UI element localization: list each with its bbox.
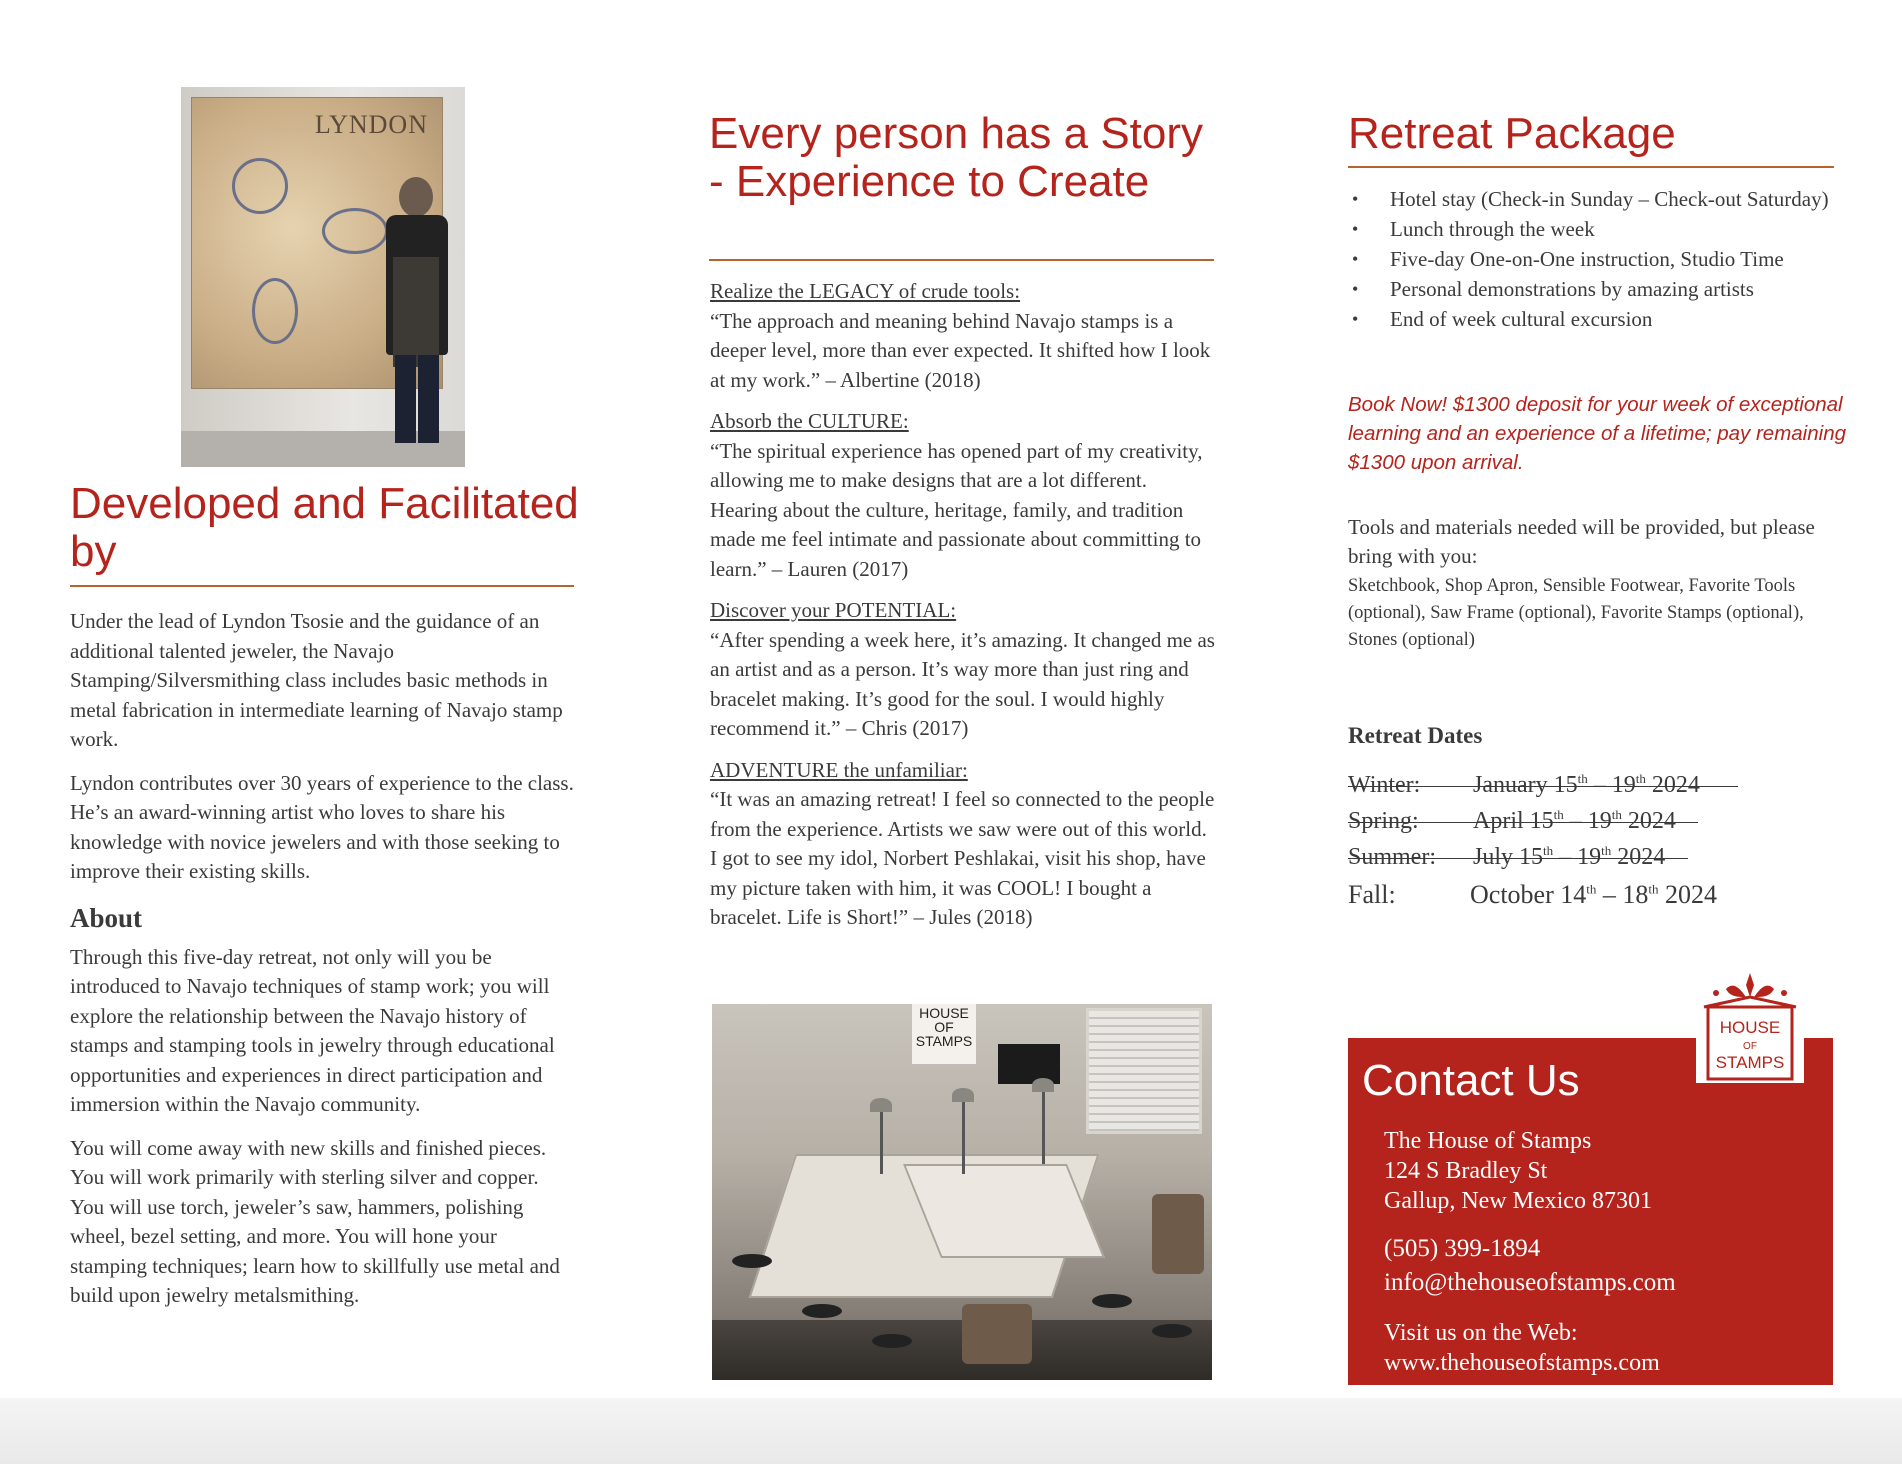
developed-heading: Developed and Facilitated by [70, 479, 579, 576]
tapestry-text: LYNDON [314, 110, 428, 139]
list-item: • Lunch through the week [1352, 217, 1595, 241]
testimonial-quote: “The approach and meaning behind Navajo stamps is a deeper level, more than ever expected. It shifted how I look at my work.” – Albertine (2018) [710, 308, 1211, 392]
testimonial-potential [710, 596, 1215, 744]
testimonial-title: Realize the LEGACY of crude tools: [710, 279, 1021, 303]
lamp [870, 1098, 892, 1112]
stool [872, 1334, 912, 1348]
studio-tv [998, 1044, 1060, 1084]
list-item: • Hotel stay (Check-in Sunday – Check-out Saturday) [1352, 187, 1829, 211]
lamp [952, 1088, 974, 1102]
intro-paragraph: Under the lead of Lyndon Tsosie and the guidance of an additional talented jeweler, the Navajo Stamping/Silversmithing class includes basic methods in metal fabrication in intermediate learning of Navajo stamp work. [70, 609, 563, 751]
tapestry-motif [322, 208, 388, 254]
person-figure [381, 177, 451, 447]
book-now-text: Book Now! $1300 deposit for your week of exceptional learning and an experience of a lifetime; pay remaining $1300 upon arrival. [1348, 393, 1846, 474]
logo-text-line: OF [1743, 1041, 1757, 1052]
bullet-icon: • [1352, 309, 1359, 329]
tapestry-motif [232, 158, 288, 214]
stool [1152, 1324, 1192, 1338]
retreat-package-heading: Retreat Package [1348, 109, 1676, 158]
about-heading: About [70, 902, 143, 933]
studio-window [1086, 1008, 1202, 1134]
house-of-stamps-logo [1696, 967, 1804, 1083]
stool [802, 1304, 842, 1318]
testimonial-quote: “The spiritual experience has opened part of my creativity, allowing me to make designs that are a lot different. Hearing about the culture, heritage, family, and tradition made me feel intimate and passionate about committing to learn.” – Lauren (2017) [710, 438, 1203, 581]
contact-street: 124 S Bradley St [1384, 1158, 1548, 1184]
testimonials [710, 277, 1215, 933]
testimonial-culture [710, 407, 1215, 584]
tools-intro: Tools and materials needed will be provided, but please bring with you: [1348, 515, 1815, 568]
contact-email: info@thehouseofstamps.com [1384, 1269, 1676, 1296]
contact-title: Contact Us [1362, 1056, 1580, 1105]
stool [732, 1254, 772, 1268]
tree-stump-seat [1152, 1194, 1204, 1274]
testimonial-quote: “It was an amazing retreat! I feel so connected to the people from the experience. Artists we saw were out of this world. I got to see my idol, Norbert Peshlakai, visit his shop, have my picture taken with him, it was COOL! I bought a bracelet. Life is Short!” – Jules (2018) [710, 787, 1215, 929]
experience-paragraph: Lyndon contributes over 30 years of experience to the class. He’s an award-winning artist who loves to share his knowledge with novice jewelers and with those seeking to improve their existing skills. [70, 770, 574, 883]
testimonial-adventure [710, 756, 1215, 933]
bullet-icon: • [1352, 219, 1359, 239]
testimonial-title: ADVENTURE the unfamiliar: [710, 757, 968, 782]
logo-graphic [1696, 967, 1804, 1083]
contact-box [1348, 1038, 1833, 1385]
list-item: • Five-day One-on-One instruction, Studio Time [1352, 247, 1784, 271]
portrait-photo [181, 87, 465, 467]
heading-rule [1348, 166, 1834, 168]
studio-sign [912, 1004, 976, 1064]
tools-list: Sketchbook, Shop Apron, Sensible Footwear, Favorite Tools (optional), Saw Frame (optional), Favorite Stamps (optional), Stones (optional) [1348, 576, 1804, 650]
logo-text-line: STAMPS [1715, 1053, 1785, 1072]
testimonial-legacy [710, 277, 1215, 395]
lamp [1032, 1078, 1054, 1092]
testimonial-title: Discover your POTENTIAL: [710, 598, 957, 622]
contact-city: Gallup, New Mexico 87301 [1384, 1188, 1652, 1214]
retreat-dates-heading: Retreat Dates [1348, 723, 1483, 748]
logo-text-line: HOUSE [1719, 1018, 1781, 1037]
heading-rule [70, 585, 574, 587]
story-heading: Every person has a Story - Experience to Create [709, 109, 1204, 206]
heading-rule [709, 259, 1214, 261]
contact-web-label: Visit us on the Web: [1384, 1320, 1578, 1346]
testimonial-title: Absorb the CULTURE: [710, 409, 909, 433]
col1-text [70, 607, 576, 1311]
lamp [1042, 1084, 1045, 1164]
testimonial-quote: “After spending a week here, it’s amazing. It changed me as an artist and as a person. It’s way more than just ring and bracelet making. It’s good for the soul. I would highly recommend it.” – Chris (2017) [710, 627, 1215, 740]
list-item: • End of week cultural excursion [1352, 307, 1653, 331]
viewer-bottom-band [0, 1398, 1902, 1464]
about-paragraph: Through this five-day retreat, not only will you be introduced to Navajo techniques of stamp work; you will explore the relationship between the Navajo history of stamps and stamping tools in jewelry through educational opportunities and experiences in direct participation and immersion within the Navajo community. [70, 944, 555, 1116]
retreat-dates: Winter: January 15th – 19th 2024 Spring: April 15th – 19th 2024 Summer: July 15th – 19th 2024 Fall: October 14th – 18th 2024 [1348, 770, 1834, 920]
lamp [962, 1094, 965, 1174]
list-item: • Personal demonstrations by amazing artists [1352, 277, 1754, 301]
stool [1092, 1294, 1132, 1308]
contact-phone: (505) 399-1894 [1384, 1235, 1541, 1262]
bullet-icon: • [1352, 249, 1359, 269]
studio-photo [712, 1004, 1212, 1380]
tapestry-motif [252, 278, 298, 344]
package-list [1348, 186, 1848, 336]
contact-name: The House of Stamps [1384, 1128, 1592, 1154]
bullet-icon: • [1352, 279, 1359, 299]
tree-stump-seat [962, 1304, 1032, 1364]
studio-sign-text: HOUSE OF STAMPS [915, 1005, 973, 1049]
skills-paragraph: You will come away with new skills and finished pieces. You will work primarily with sterling silver and copper. You will use torch, jeweler’s saw, hammers, polishing wheel, bezel setting, and more. You will hone your stamping techniques; learn how to skillfully use metal and build upon jewelry metalsmithing. [70, 1135, 560, 1307]
lamp [880, 1104, 883, 1174]
bullet-icon: • [1352, 189, 1359, 209]
contact-web: www.thehouseofstamps.com [1384, 1350, 1660, 1376]
